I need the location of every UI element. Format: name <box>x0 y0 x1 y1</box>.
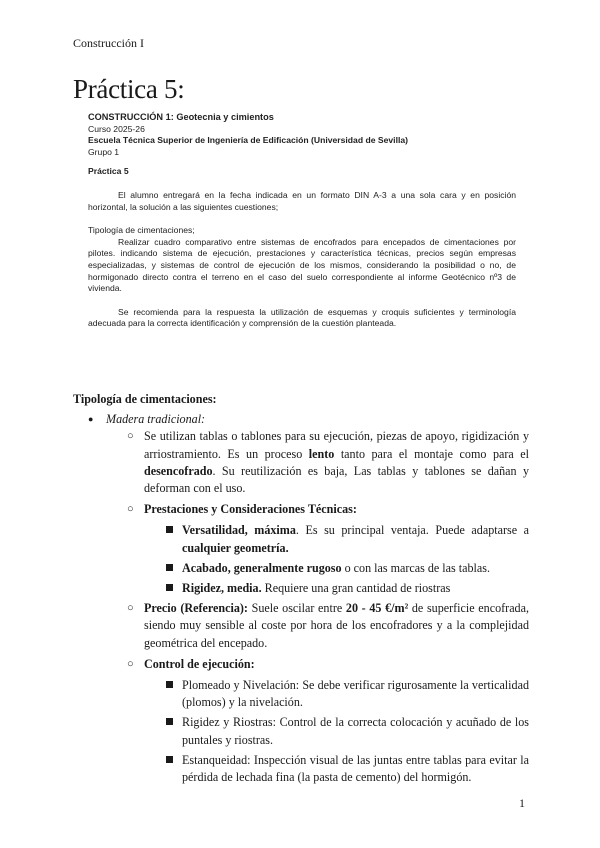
section-heading: Tipología de cimentaciones: <box>73 392 217 406</box>
bullet-circle-icon: ○ <box>127 430 134 443</box>
bullet-circle-icon: ○ <box>127 503 134 516</box>
course-year: Curso 2025-26 <box>88 123 145 134</box>
answer-content <box>73 391 529 789</box>
list-item-precio: ○ Precio (Referencia): Suele oscilar entre 20 - 45 €/m² de superficie encofrada, siendo muy sensible al coste por hora de los encofradores y a la complejidad geométrica del encepado. <box>127 601 529 650</box>
list-item-prestaciones: ○ Prestaciones y Consideraciones Técnicas: <box>73 501 529 518</box>
list-item-description: ○ Se utilizan tablas o tablones para su ejecución, piezas de apoyo, rigidización y arriostramiento. Es un proceso lento tanto para el montaje como para el desencofrado. Su reutilización es baja, Las tablas y tablones se dañan y deforman con el uso. <box>127 429 529 496</box>
scanned-assignment-statement <box>88 112 516 330</box>
assignment-intro: El alumno entregará en la fecha indicada en un formato DIN A-3 a una sola cara y en posición horizontal, la solución a las siguientes cuestiones; <box>88 189 516 212</box>
list-item-label: Madera tradicional: <box>106 412 206 427</box>
page-title: Práctica 5: <box>73 74 185 104</box>
list-item-acabado: Acabado, generalmente rugoso o con las marcas de las tablas. <box>73 560 529 577</box>
school-name: Escuela Técnica Superior de Ingeniería de Edificación (Universidad de Sevilla) <box>88 135 408 146</box>
list-item-estanqueidad: Estanqueidad: Inspección visual de las juntas entre tablas para evitar la pérdida de lechada fina (la pasta de cemento) del hormigón. <box>73 752 529 786</box>
bullet-square-icon <box>166 681 173 688</box>
practice-label: Práctica 5 <box>88 166 129 177</box>
course-title-subject: Geotecnia y cimientos <box>173 112 274 122</box>
document-header: Construcción I <box>73 36 144 50</box>
list-item-madera <box>73 411 529 428</box>
bullet-square-icon <box>166 718 173 725</box>
list-item-riostras: Rigidez y Riostras: Control de la correcta colocación y acuñado de los puntales y riostras. <box>73 714 529 748</box>
assignment-recommendation: Se recomienda para la respuesta la utilización de esquemas y croquis suficientes y terminología adecuada para la correcta identificación y comprensión de la cuestión planteada. <box>88 306 516 329</box>
bullet-dot-icon: ● <box>88 414 94 425</box>
bullet-square-icon <box>166 756 173 763</box>
list-item-control: ○ Control de ejecución: <box>73 656 529 673</box>
bullet-square-icon <box>166 526 173 533</box>
list-item-versatilidad: Versatilidad, máxima. Es su principal ventaja. Puede adaptarse a cualquier geometría. <box>73 522 529 556</box>
bullet-circle-icon: ○ <box>127 657 134 670</box>
course-title <box>88 112 516 124</box>
list-item-rigidez: Rigidez, media. Requiere una gran cantidad de riostras <box>73 580 529 597</box>
page-number: 1 <box>519 796 525 810</box>
course-title-code: CONSTRUCCIÓN 1: <box>88 112 174 122</box>
bullet-square-icon <box>166 564 173 571</box>
assignment-task: Realizar cuadro comparativo entre sistemas de encofrados para encepados de cimentaciones por pilotes. indicando sistema de ejecución, prestaciones y característica técnicas, precios según empresas especializadas, y sistemas de control de ejecución de los mismos, considerando la posibilidad o no, de hormigonado directo contra el terreno en el caso del suelo correspondiente al informe Geotécnico nº3 de vivienda. <box>88 236 516 294</box>
list-item-plomeado: Plomeado y Nivelación: Se debe verificar rigurosamente la verticalidad (plomos) y la nivelación. <box>73 677 529 711</box>
bullet-circle-icon: ○ <box>127 602 134 615</box>
section-label: Tipología de cimentaciones; <box>88 225 195 236</box>
bullet-square-icon <box>166 584 173 591</box>
group-label: Grupo 1 <box>88 146 120 157</box>
